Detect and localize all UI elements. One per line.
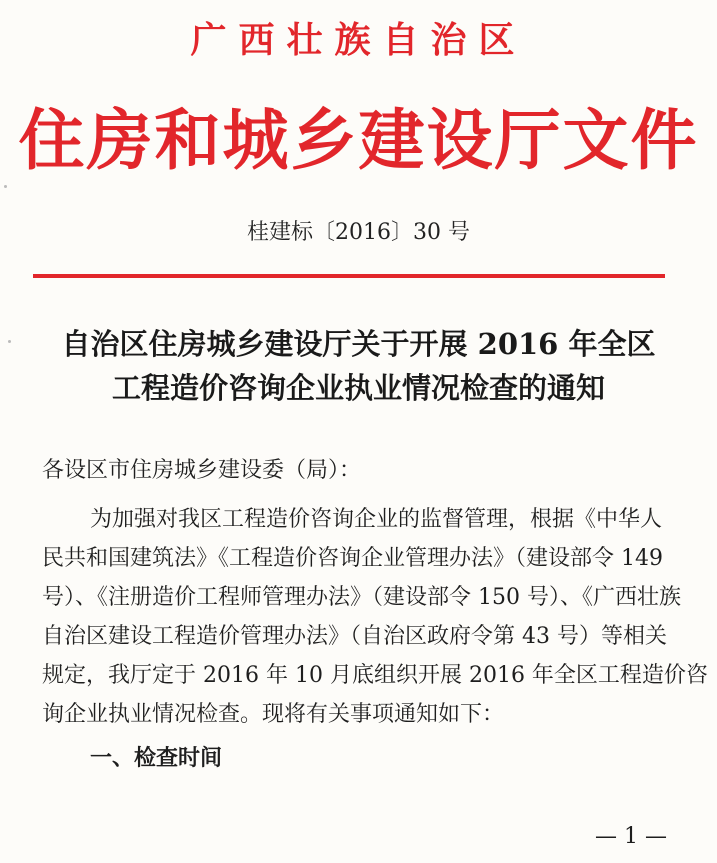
issuer-department-header: 住房和城乡建设厅文件 [18,101,699,179]
body-paragraph [42,500,708,734]
issuer-region: 广西壮族自治区 [190,19,527,61]
scan-speck [8,340,11,343]
body-line-1: 为加强对我区工程造价咨询企业的监督管理，根据《中华人 [90,507,663,532]
notice-title [0,322,717,410]
page-number: — 1 — [595,824,667,849]
notice-title-line-2: 工程造价咨询企业执业情况检查的通知 [111,371,605,405]
red-divider-line [33,274,665,278]
section-heading-1: 一、检查时间 [90,746,223,771]
body-line-2: 民共和国建筑法》《工程造价咨询企业管理办法》（建设部令 149 [42,546,663,571]
body-line-5: 规定，我厅定于 2016 年 10 月底组织开展 2016 年全区工程造价咨 [42,663,708,688]
notice-title-line-1: 自治区住房城乡建设厅关于开展 2016 年全区 [61,327,656,361]
body-line-4: 自治区建设工程造价管理办法》（自治区政府令第 43 号）等相关 [42,624,667,649]
body-line-6: 询企业执业情况检查。现将有关事项通知如下： [42,702,505,727]
salutation: 各设区市住房城乡建设委（局）： [42,458,362,483]
scan-speck [4,185,7,188]
document-number: 桂建标〔2016〕30 号 [247,220,470,245]
body-line-3: 号）、《注册造价工程师管理办法》（建设部令 150 号）、《广西壮族 [42,585,681,610]
